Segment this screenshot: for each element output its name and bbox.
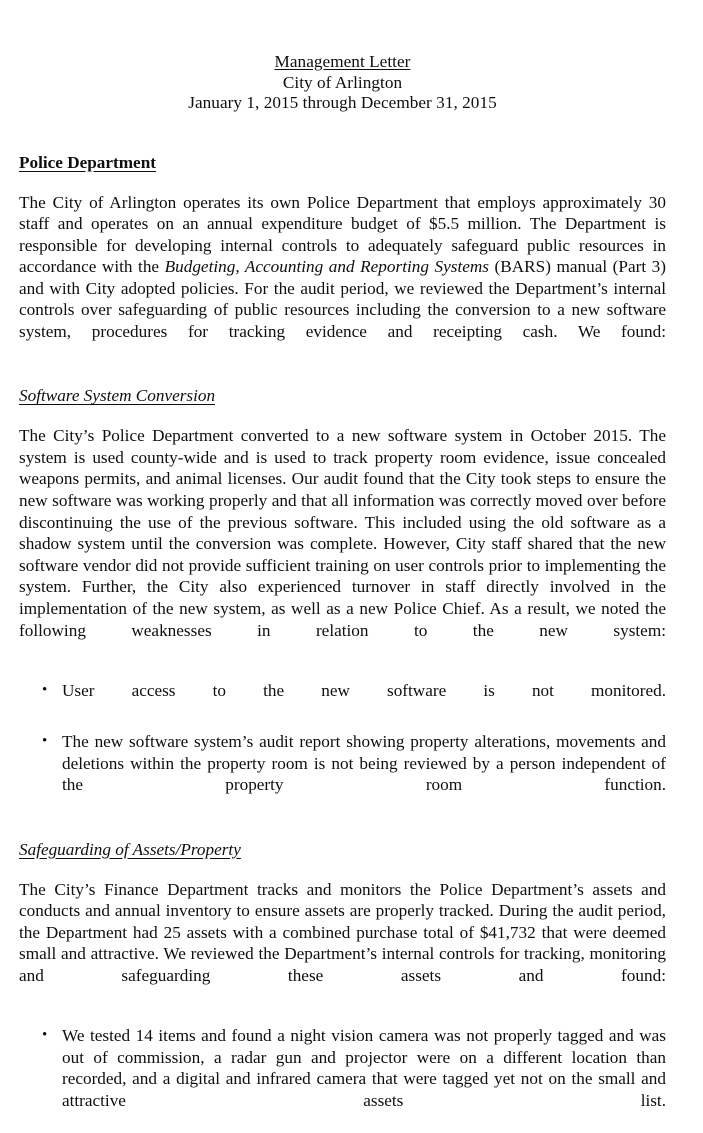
bullet-icon: •: [42, 733, 48, 750]
page-title: Management Letter: [274, 52, 411, 71]
list-item: [19, 731, 666, 817]
software-conversion-paragraph: The City’s Police Department converted to a new software system in October 2015. The system is used county-wide and is used to track property room evidence, issue concealed weapons permits, and animal licenses. Our audit found that the City took steps to ensure the new software was working properly and that all information was correctly moved over before discontinuing the use of the previous software. This included using the old software as a shadow system until the conversion was complete. However, City staff shared that the new software vendor did not provide sufficient training on user controls prior to implementing the system. Further, the City also experienced turnover in staff directly involved in the implementation of the new system, as well as a new Police Chief. As a result, we noted the following weaknesses in relation to the new system:: [19, 426, 666, 640]
subheading-text: Safeguarding of Assets/Property: [19, 839, 241, 859]
document-subtitle-entity: City of Arlington: [282, 72, 403, 92]
safeguarding-assets-paragraph: The City’s Finance Department tracks and monitors the Police Department’s assets and conducts and annual inventory to ensure assets are properly tracked. During the audit period, the Department had 25 assets with a combined purchase total of $41,732 that were deemed small and attractive. We reviewed the Department’s internal controls for tracking, monitoring and safeguarding these assets and found:: [19, 879, 666, 985]
bullet-icon: •: [42, 1027, 48, 1044]
section-heading-police-department: [19, 152, 666, 173]
list-item-text: We tested 14 items and found a night vision camera was not properly tagged and was out of commission, a radar gun and projector were on a different location than recorded, and a digital and infrared camera that were tagged yet not on the small and attractive assets list.: [62, 1026, 666, 1111]
subheading-safeguarding-of-assets: [19, 839, 666, 860]
document-title-line: [19, 52, 666, 73]
intro-text-part-2: (BARS) manual (Part 3) and with City adopted policies. For the audit period, we reviewed the Department’s internal controls over safeguarding of public resources including the conversion to a new software system, procedures for tracking evidence and receipting cash. We found:: [19, 257, 666, 342]
section-intro-paragraph: [19, 192, 666, 365]
document-body: [19, 0, 666, 1133]
subheading-software-system-conversion: [19, 385, 666, 406]
document-subtitle-period: January 1, 2015 through December 31, 2015: [188, 93, 497, 112]
section-heading-text: Police Department: [19, 152, 156, 172]
bars-manual-title: Budgeting, Accounting and Reporting Systems: [164, 257, 489, 277]
software-conversion-findings-list: [19, 680, 666, 818]
subheading-text: Software System Conversion: [19, 386, 216, 406]
list-item-text: User access to the new software is not monitored.: [62, 680, 666, 700]
list-item: [19, 1025, 666, 1133]
safeguarding-assets-findings-list: [19, 1025, 666, 1133]
document-header: [19, 0, 666, 114]
list-item-text: The new software system’s audit report showing property alterations, movements and deletions within the property room is not being reviewed by a person independent of the property room function.: [62, 732, 666, 795]
intro-text-part-1: The City of Arlington operates its own Police Department that employs approximately 30 staff and operates on an annual expenditure budget of $5.5 million. The Department is responsible for developing internal controls to adequately safeguard public resources in accordance with the: [19, 192, 666, 277]
list-item: [19, 680, 666, 723]
bullet-icon: •: [42, 681, 48, 698]
